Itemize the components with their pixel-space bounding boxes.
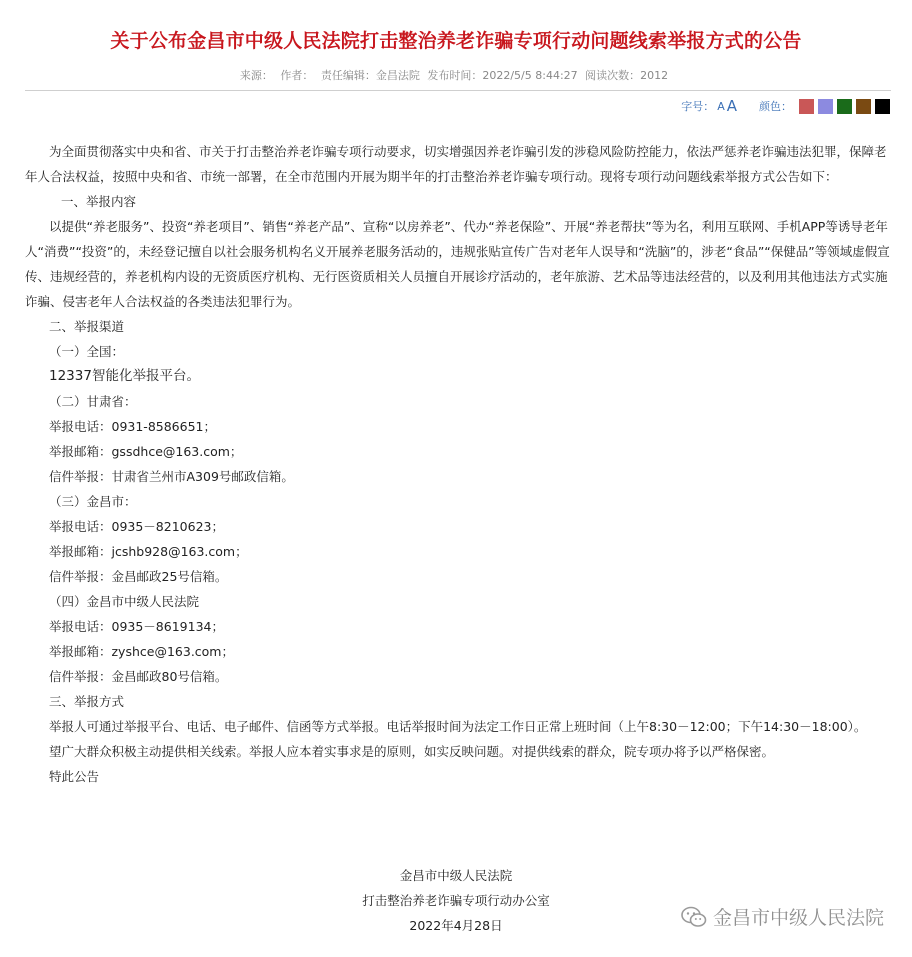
signoff-date: 2022年4月28日 — [409, 918, 503, 933]
article-body — [25, 139, 891, 789]
jinchang-heading: （三）金昌市： — [49, 494, 137, 509]
header-divider — [25, 90, 891, 91]
wechat-icon — [681, 906, 707, 928]
national-platform: 12337智能化举报平台。 — [49, 368, 200, 384]
meta-source: 来源： — [239, 69, 273, 82]
gansu-heading: （二）甘肃省： — [49, 394, 137, 409]
court-letter: 信件举报：金昌邮政80号信箱。 — [49, 669, 228, 684]
court-phone: 举报电话：0935－8619134； — [49, 619, 224, 634]
color-swatch-green[interactable] — [837, 99, 852, 114]
appeal-paragraph: 望广大群众积极主动提供相关线索。举报人应本着实事求是的原则，如实反映问题。对提供线索的群众，院专项办将予以严格保密。 — [49, 744, 775, 759]
jinchang-letter: 信件举报：金昌邮政25号信箱。 — [49, 569, 228, 584]
page-title: 关于公布金昌市中级人民法院打击整治养老诈骗专项行动问题线索举报方式的公告 — [110, 30, 802, 52]
section-1-paragraph: 以提供“养老服务”、投资“养老项目”、销售“养老产品”、宣称“以房养老”、代办“养老保险”、开展“养老帮扶”等为名，利用互联网、手机APP等诱导老年人“消费”“投资”的，未经登记擅自以社会服务机构名义开展养老服务活动的，违规张贴宣传广告对老年人误导和“洗脑”的，涉老“食品”“保健品”等领域虚假宣传、违规经营的，养老机构内设的无资质医疗机构、无行医资质相关人员擅自开展诊疗活动的，老年旅游、艺术品等违法经营的，以及利用其他违法方式实施诈骗、侵害老年人合法权益的各类违法犯罪行为。 — [25, 219, 890, 309]
watermark-text: 金昌市中级人民法院 — [712, 907, 884, 929]
color-swatch-black[interactable] — [875, 99, 890, 114]
reading-toolbar — [681, 97, 890, 115]
court-heading: （四）金昌市中级人民法院 — [49, 594, 200, 609]
font-size-label: 字号： — [681, 100, 715, 113]
meta-author: 作者： — [280, 69, 314, 82]
font-size-small-button[interactable]: A — [717, 99, 725, 113]
section-2-heading: 二、举报渠道 — [49, 319, 125, 334]
national-heading: （一）全国： — [49, 344, 125, 359]
closing-line: 特此公告 — [49, 769, 100, 784]
section-1-heading: 一、举报内容 — [61, 194, 137, 209]
gansu-email: 举报邮箱：gssdhce@163.com； — [49, 444, 243, 459]
color-swatch-purple[interactable] — [818, 99, 833, 114]
gansu-letter: 信件举报：甘肃省兰州市A309号邮政信箱。 — [49, 469, 294, 484]
color-swatch-red[interactable] — [799, 99, 814, 114]
signoff-org: 金昌市中级人民法院 — [399, 868, 513, 883]
color-swatch-brown[interactable] — [856, 99, 871, 114]
signoff-office: 打击整治养老诈骗专项行动办公室 — [362, 893, 550, 908]
watermark — [681, 903, 884, 930]
section-3-paragraph: 举报人可通过举报平台、电话、电子邮件、信函等方式举报。电话举报时间为法定工作日正常上班时间（上午8:30－12:00；下午14:30－18:00）。 — [49, 719, 867, 734]
section-3-heading: 三、举报方式 — [49, 694, 125, 709]
jinchang-email: 举报邮箱：jcshb928@163.com； — [49, 544, 248, 559]
font-size-large-button[interactable]: A — [726, 97, 737, 115]
jinchang-phone: 举报电话：0935－8210623； — [49, 519, 224, 534]
gansu-phone: 举报电话：0931-8586651； — [49, 419, 216, 434]
meta-views: 阅读次数：2012 — [585, 69, 669, 82]
meta-published: 发布时间：2022/5/5 8:44:27 — [427, 69, 578, 82]
intro-paragraph: 为全面贯彻落实中央和省、市关于打击整治养老诈骗专项行动要求，切实增强因养老诈骗引发的涉稳风险防控能力，依法严惩养老诈骗违法犯罪，保障老年人合法权益，按照中央和省、市统一部署，在全市范围内开展为期半年的打击整治养老诈骗专项行动。现将专项行动问题线索举报方式公告如下： — [25, 144, 887, 184]
court-email: 举报邮箱：zyshce@163.com； — [49, 644, 234, 659]
color-label: 颜色： — [759, 100, 792, 113]
article-meta — [0, 67, 912, 83]
meta-editor: 责任编辑：金昌法院 — [320, 69, 420, 82]
